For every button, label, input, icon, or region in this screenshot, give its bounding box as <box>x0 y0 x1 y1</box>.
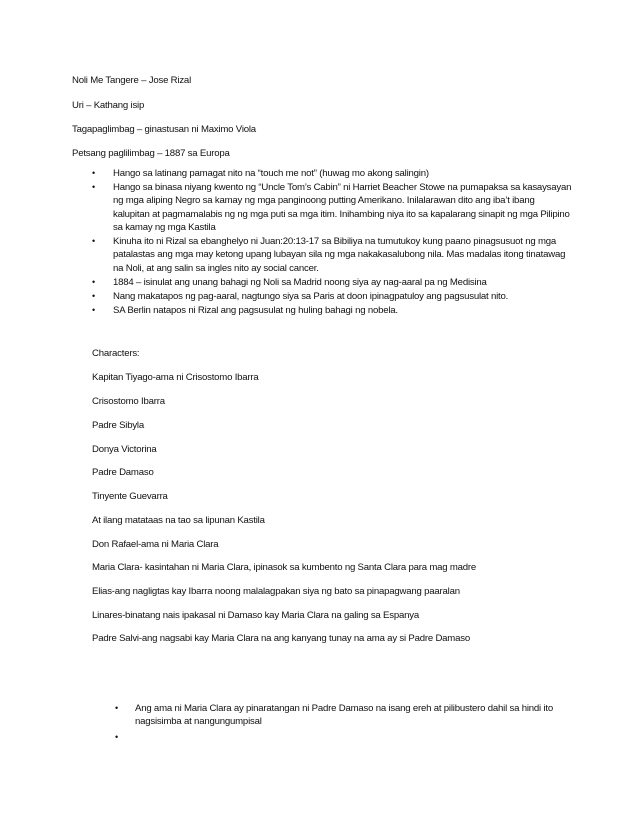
character-item: Linares-binatang nais ipakasal ni Damaso kay Maria Clara na galing sa Espanya <box>92 610 419 621</box>
bullet-icon: • <box>115 703 118 713</box>
character-item: Elias-ang nagligtas kay Ibarra noong malalagpakan siya ng bato sa pinapagwang paaralan <box>92 586 460 597</box>
character-item: Donya Victorina <box>92 444 157 455</box>
character-item: Maria Clara- kasintahan ni Maria Clara, ipinasok sa kumbento ng Santa Clara para mag madre <box>92 562 477 573</box>
type-line: Uri – Kathang isip <box>72 100 145 111</box>
character-item: Don Rafael-ama ni Maria Clara <box>92 539 219 550</box>
bullet-icon: • <box>115 731 118 742</box>
list-item: • Hango sa latinang pamagat nito na “touch me not” (huwag mo akong salingin) <box>92 168 429 179</box>
bullet-icon: • <box>92 276 95 287</box>
character-item: At ilang matataas na tao sa lipunan Kastila <box>92 515 265 526</box>
list-item: • Nang makatapos ng pag-aaral, nagtungo siya sa Paris at doon ipinagpatuloy ang pagsusulat nito. <box>92 290 509 302</box>
character-item: Padre Damaso <box>92 467 154 478</box>
list-item: • SA Berlin natapos ni Rizal ang pagsusulat ng huling bahagi ng nobela. <box>92 304 398 316</box>
list-item: • 1884 – isinulat ang unang bahagi ng Noli sa Madrid noong siya ay nag-aaral pa ng Medisina <box>92 276 487 288</box>
character-item: Tinyente Guevarra <box>92 491 168 502</box>
list-item: • Kinuha ito ni Rizal sa ebanghelyo ni Juan:20:13-17 sa Bibiliya na tumutukoy kung paano pinagsusuot ng mga patalastas ang mga may ketong upang lubayan sila ng mga nakakasalubong nila. Mas madalas itong tinatawag na Noli, at ang salin sa ingles nito ay social cancer. <box>92 236 566 274</box>
list-item: • Ang ama ni Maria Clara ay pinaratangan ni Padre Damaso na isang ereh at pilibustero dahil sa hindi ito nagsisimba at nangungumpisal <box>115 703 553 728</box>
bullet-icon: • <box>92 168 95 178</box>
characters-heading: Characters: <box>92 348 140 359</box>
bullet-icon: • <box>92 290 95 301</box>
publisher-line: Tagapaglimbag – ginastusan ni Maximo Viola <box>72 124 256 135</box>
bullet-icon: • <box>92 181 95 192</box>
notes-bullet-list <box>115 702 585 742</box>
character-item: Padre Sibyla <box>92 420 144 431</box>
list-item: • Hango sa binasa niyang kwento ng “Uncle Tom’s Cabin” ni Harriet Beacher Stowe na pumapaksa sa kasaysayan ng mga aliping Negro sa kamay ng mga panginoong putting Amerikano. Inilalarawan dito ang iba’t ibang kalupitan at pagmamalabis ng ng mga puti sa mga itim. Inihambing niya ito sa kapalarang sinapit ng mga Pilipino sa kamay ng mga Kastila <box>92 181 572 234</box>
facts-bullet-list <box>92 167 572 317</box>
bullet-icon: • <box>92 304 95 315</box>
bullet-icon: • <box>92 236 95 247</box>
character-item: Crisostomo Ibarra <box>92 396 165 407</box>
character-item: Kapitan Tiyago-ama ni Crisostomo Ibarra <box>92 372 259 383</box>
publication-date-line: Petsang paglilimbag – 1887 sa Europa <box>72 148 230 159</box>
title-line: Noli Me Tangere – Jose Rizal <box>72 75 192 86</box>
character-item: Padre Salvi-ang nagsabi kay Maria Clara na ang kanyang tunay na ama ay si Padre Damaso <box>92 633 470 644</box>
